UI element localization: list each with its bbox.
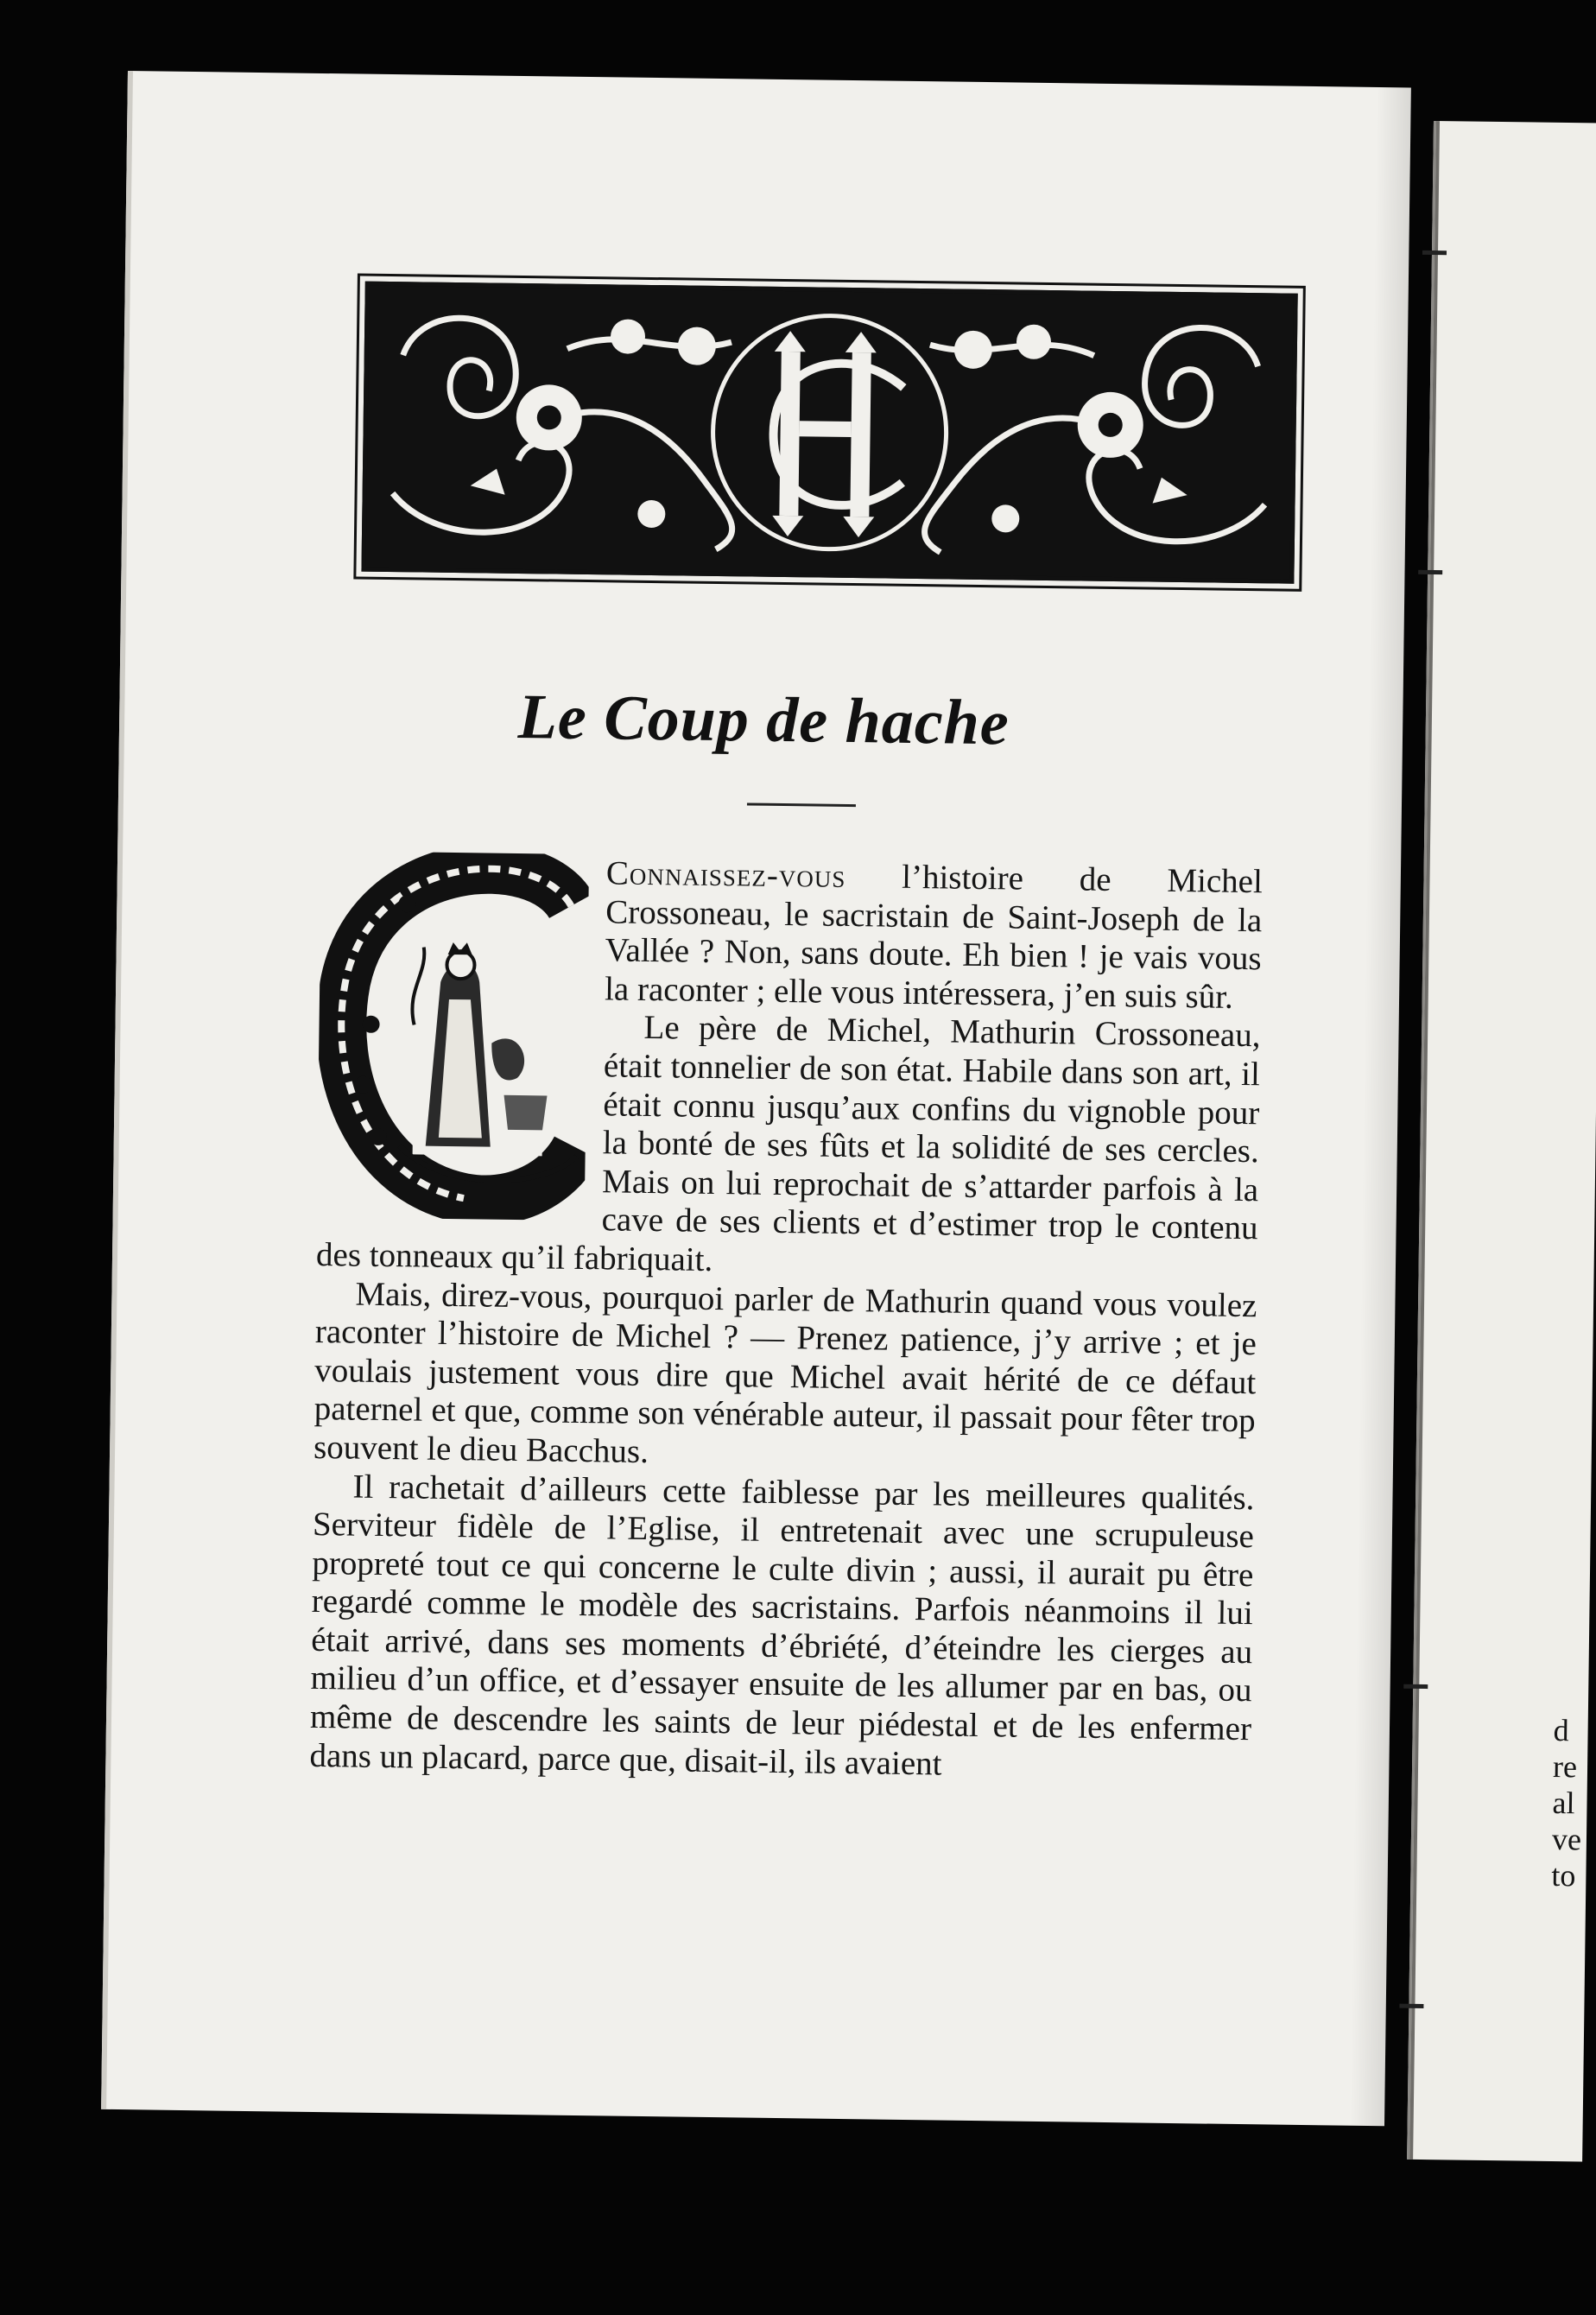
binding-line	[1409, 121, 1440, 2160]
book-page	[101, 71, 1411, 2126]
ornamental-header-band	[361, 282, 1297, 584]
facing-page-text-fragment: d re al ve to	[1551, 1712, 1582, 1893]
drop-cap	[316, 851, 606, 1234]
binding-stitch	[1418, 570, 1442, 574]
paragraph-3: Mais, direz-vous, pourquoi parler de Mathurin quand vous voulez raconter l’histoire de Michel ? — Prenez patience, j’y arrive ; et je voulais justement vous dire que Michel avait hérité de ce défaut paternel et que, comme son vénérable auteur, il passait pour fêter trop souvent le dieu Bacchus.	[313, 1275, 1257, 1470]
floral-ornament	[366, 286, 1294, 580]
body-text	[309, 851, 1263, 1787]
paragraph-4: Il rachetait d’ailleurs cette faiblesse par les meilleures qualités. Serviteur fidèle de l’Eglise, il entretenait avec une scrupuleuse propreté tout ce qui concerne le culte divin ; aussi, il aurait pu être regardé comme le modèle des sacristains. Parfois néanmoins il lui était arrivé, dans ses moments d’ébriété, d’éteindre les cierges au milieu d’un office, et d’essayer ensuite de les allumer par en bas, ou même de descendre les saints de leur piédestal et de les enfermer dans un placard, parce que, disait-il, ils avaient	[309, 1468, 1255, 1783]
facing-page	[1407, 121, 1596, 2161]
binding-stitch	[1399, 2004, 1423, 2008]
page-title: Le Coup de hache	[517, 681, 1010, 759]
illuminated-letter-c-icon	[317, 851, 590, 1221]
binding-stitch	[1422, 251, 1447, 255]
paragraph-2: Le père de Michel, Mathurin Crossoneau, était tonnelier de son état. Habile dans son art, il était connu jusqu’aux confins du vignoble pour la bonté de ses fûts et la solidité de ses cercles. Mais on lui reprochait de s’attarder parfois à la cave de ses clients et d’estimer trop le contenu des tonneaux qu’il fabriquait.	[315, 1009, 1261, 1278]
binding-stitch	[1403, 1684, 1428, 1689]
page-fold-shadow	[1350, 87, 1411, 2126]
title-rule	[747, 802, 856, 807]
paragraph-1-text: l’histoire de Michel Crossoneau, le sacristain de Saint-Joseph de la Vallée ? Non, sans doute. Eh bien ! je vais vous la raconter ; elle vous intéressera, j’en suis sûr.	[604, 857, 1264, 1016]
opening-word: Connaissez-vous	[605, 854, 846, 895]
